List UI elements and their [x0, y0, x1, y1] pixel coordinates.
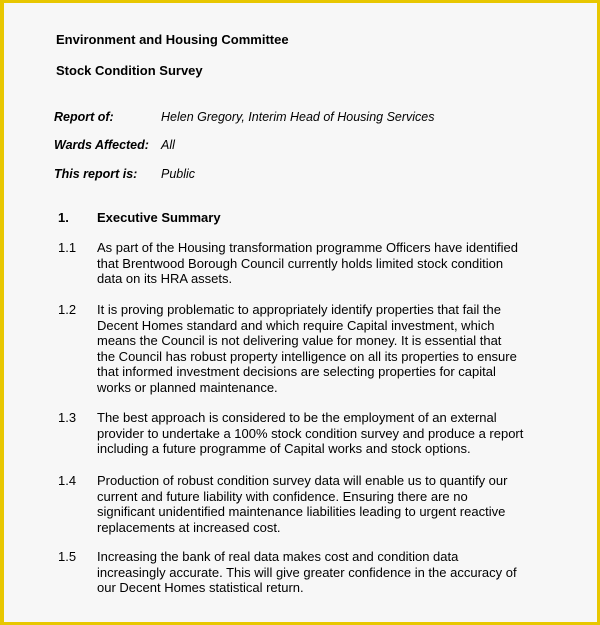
paragraph-line: provider to undertake a 100% stock condition survey and produce a report	[97, 425, 524, 441]
committee-heading: Environment and Housing Committee	[56, 32, 289, 47]
paragraph-line: the Council has robust property intelligence on all its properties to ensure	[97, 348, 517, 364]
paragraph-number: 1.1	[58, 240, 77, 255]
document-page	[4, 3, 597, 622]
paragraph-number: 1.3	[58, 410, 77, 425]
paragraph-line: significant unidentified maintenance liabilities leading to urgent reactive	[97, 504, 506, 520]
paragraph-line: our Decent Homes statistical return.	[97, 580, 304, 596]
paragraph-line: Production of robust condition survey data will enable us to quantify our	[97, 473, 508, 488]
paragraph-line: that Brentwood Borough Council currently holds limited stock condition	[97, 255, 504, 271]
meta-value-wards-affected: All	[161, 138, 175, 152]
paragraph-text	[97, 473, 547, 535]
paragraph-line: replacements at increased cost.	[97, 519, 281, 535]
paragraph-line: that informed investment decisions are selecting properties for capital	[97, 364, 496, 380]
meta-label-report-status: This report is:	[54, 167, 138, 181]
paragraph-line: means the Council is not delivering value for money. It is essential that	[97, 333, 502, 349]
meta-value-report-of: Helen Gregory, Interim Head of Housing Services	[161, 110, 435, 124]
paragraph-number: 1.5	[58, 549, 77, 564]
paragraph-line: data on its HRA assets.	[97, 271, 233, 287]
paragraph-text	[97, 302, 547, 396]
report-title: Stock Condition Survey	[56, 63, 203, 78]
paragraph-text	[97, 410, 547, 457]
paragraph-line: As part of the Housing transformation programme Officers have identified	[97, 240, 519, 255]
paragraph-number: 1.4	[58, 473, 77, 488]
paragraph-line: The best approach is considered to be the employment of an external	[97, 410, 497, 425]
paragraph-text	[97, 240, 547, 287]
meta-label-wards-affected: Wards Affected:	[54, 138, 149, 152]
paragraph-line: Increasing the bank of real data makes cost and condition data	[97, 549, 459, 564]
paragraph-line: including a future programme of Capital works and stock options.	[97, 441, 471, 457]
paragraph-number: 1.2	[58, 302, 77, 317]
paragraph-text	[97, 549, 547, 596]
meta-label-report-of: Report of:	[54, 110, 114, 124]
paragraph-line: increasingly accurate. This will give greater confidence in the accuracy of	[97, 564, 517, 580]
paragraph-line: It is proving problematic to appropriately identify properties that fail the	[97, 302, 501, 317]
section-title: Executive Summary	[97, 210, 221, 225]
section-number: 1.	[58, 210, 69, 225]
paragraph-line: current and future liability with confidence. Ensuring there are no	[97, 488, 468, 504]
meta-value-report-status: Public	[161, 167, 196, 181]
paragraph-line: Decent Homes standard and which require Capital investment, which	[97, 317, 495, 333]
paragraph-line: works or planned maintenance.	[97, 379, 278, 395]
